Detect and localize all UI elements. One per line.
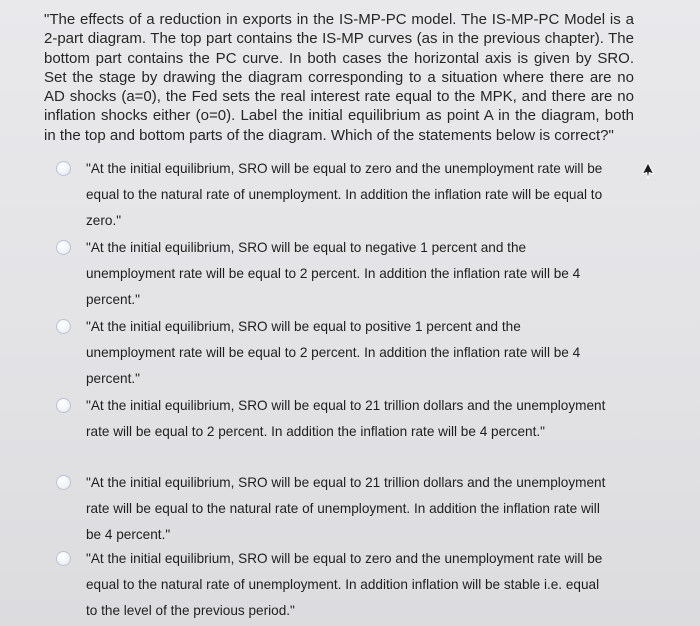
radio-button[interactable]: [56, 398, 71, 413]
option-label: "At the initial equilibrium, SRO will be equal to negative 1 percent and the unemployment rate will be equal to 2 percent. In addition the inflation rate will be 4 percent.": [86, 240, 581, 307]
radio-button[interactable]: [56, 551, 71, 566]
option-label: "At the initial equilibrium, SRO will be equal to positive 1 percent and the unemployment rate will be equal to 2 percent. In addition the inflation rate will be 4 percent.": [86, 319, 581, 386]
radio-button[interactable]: [56, 240, 71, 255]
radio-button[interactable]: [56, 475, 71, 490]
mouse-pointer-icon: [641, 162, 655, 180]
option-label: "At the initial equilibrium, SRO will be equal to zero and the unemployment rate will be equal to the natural rate of unemployment. In addition inflation will be stable i.e. equal to the level of the previous period.": [86, 551, 603, 618]
option-label: "At the initial equilibrium, SRO will be equal to 21 trillion dollars and the unemployment rate will be equal to the natural rate of unemployment. In addition the inflation rate will be 4 percent.": [86, 475, 606, 542]
option-label: "At the initial equilibrium, SRO will be equal to 21 trillion dollars and the unemployment rate will be equal to 2 percent. In addition the inflation rate will be 4 percent.": [86, 398, 606, 439]
radio-button[interactable]: [56, 319, 71, 334]
question-text: "The effects of a reduction in exports in the IS-MP-PC model. The IS-MP-PC Model is a 2-part diagram. The top part contains the IS-MP curves (as in the previous chapter). The bottom part contains the PC curve. In both cases the horizontal axis is given by SRO. Set the stage by drawing the diagram corresponding to a situation where there are no AD shocks (a=0), the Fed sets the real interest rate equal to the MPK, and there are no inflation shocks either (o=0). Label the initial equilibrium as point A in the diagram, both in the top and bottom parts of the diagram. Which of the statements below is correct?": [44, 11, 634, 144]
option-label: "At the initial equilibrium, SRO will be equal to zero and the unemployment rate will be equal to the natural rate of unemployment. In addition the inflation rate will be equal to zero.": [86, 161, 603, 228]
radio-button[interactable]: [56, 161, 71, 176]
